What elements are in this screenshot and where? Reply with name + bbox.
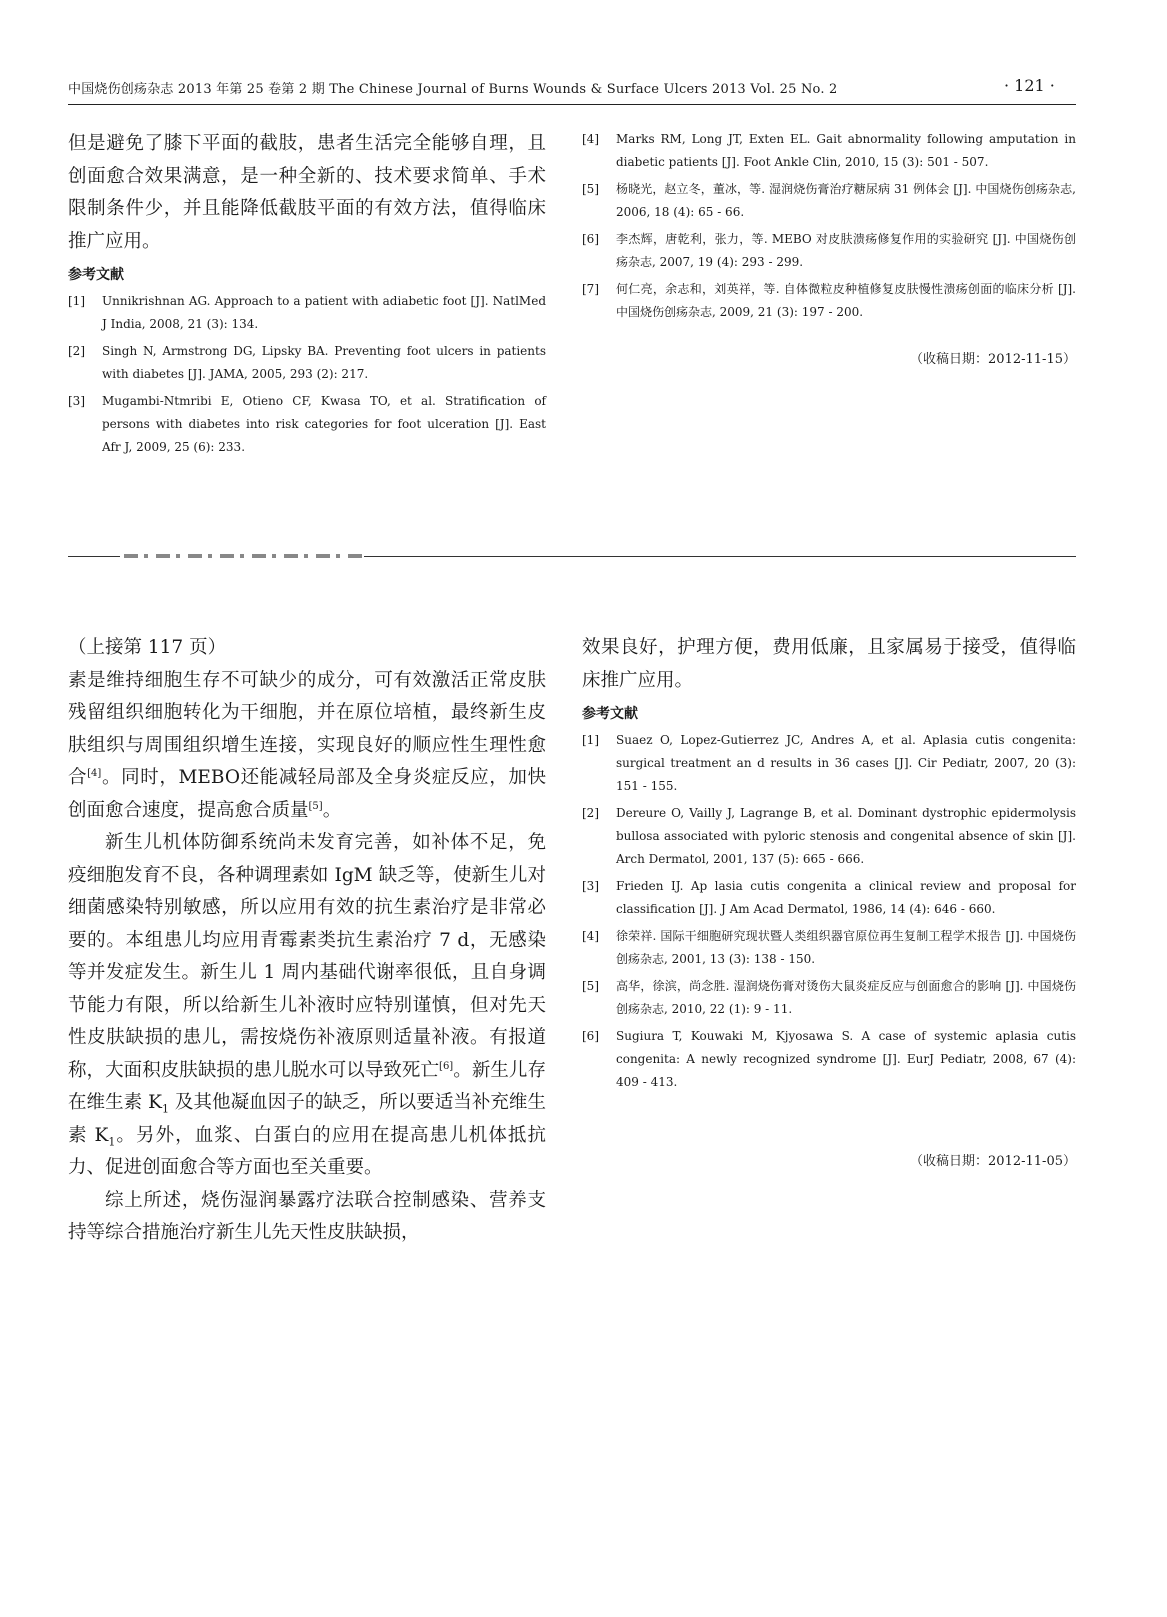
reference-number: [6] — [582, 232, 599, 246]
continued-note: （上接第 117 页） — [68, 637, 227, 658]
reference-number: [2] — [68, 344, 85, 358]
paragraph-1-text-b: 。同时，MEBO还能减轻局部及全身炎症反应，加快创面愈合速度，提高愈合质量 — [68, 767, 546, 821]
reference-item — [582, 925, 1076, 971]
reference-text: Unnikrishnan AG. Approach to a patient with adiabetic foot [J]. NatlMed J India, 2008, 21 (3): 134. — [102, 294, 546, 331]
reference-text: Sugiura T, Kouwaki M, Kjyosawa S. A case of systemic aplasia cutis congenita: A newly recognized syndrome [J]. EurJ Pediatr, 2008, 67 (4): 409 - 413. — [616, 1029, 1076, 1089]
paragraph-2-text-d: 。另外，血浆、白蛋白的应用在提高患儿机体抵抗力、促进创面愈合等方面也至关重要。 — [68, 1124, 546, 1178]
bottom-right-column — [582, 632, 1076, 1169]
subscript-1b: 1 — [108, 1135, 116, 1149]
reference-text: Mugambi-Ntmribi E, Otieno CF, Kwasa TO, et al. Stratification of persons with diabetes into risk categories for foot ulceration [J]. East Afr J, 2009, 25 (6): 233. — [102, 394, 546, 454]
reference-text: Marks RM, Long JT, Exten EL. Gait abnormality following amputation in diabetic patients [J]. Foot Ankle Clin, 2010, 15 (3): 501 - 507. — [616, 132, 1076, 169]
reference-text: 李杰辉，唐乾利，张力，等. MEBO 对皮肤溃疡修复作用的实验研究 [J]. 中国烧伤创疡杂志, 2007, 19 (4): 293 - 299. — [616, 232, 1076, 269]
reference-number: [6] — [582, 1029, 599, 1043]
reference-item — [582, 278, 1076, 324]
reference-text: Suaez O, Lopez-Gutierrez JC, Andres A, et al. Aplasia cutis congenita: surgical treatment an d results in 36 cases [J]. Cir Pediatr, 2007, 20 (3): 151 - 155. — [616, 733, 1076, 793]
bottom-right-paragraph — [582, 632, 1076, 697]
reference-number: [4] — [582, 132, 599, 146]
reference-item — [582, 178, 1076, 224]
reference-text: 高华，徐滨，尚念胜. 湿润烧伤膏对烫伤大鼠炎症反应与创面愈合的影响 [J]. 中国烧伤创疡杂志, 2010, 22 (1): 9 - 11. — [616, 979, 1076, 1016]
subscript-1: 1 — [161, 1102, 169, 1116]
reference-number: [5] — [582, 979, 599, 993]
running-header: 中国烧伤创疡杂志 2013 年第 25 卷第 2 期 The Chinese Journal of Burns Wounds & Surface Ulcers 2013 Vol. 25 No. 2 — [68, 82, 838, 97]
paragraph-3: 综上所述，烧伤湿润暴露疗法联合控制感染、营养支持等综合措施治疗新生儿先天性皮肤缺损， — [68, 1189, 546, 1243]
paragraph-text: 效果良好，护理方便，费用低廉，且家属易于接受，值得临床推广应用。 — [582, 637, 1076, 691]
reference-text: 杨晓光，赵立冬，董冰，等. 湿润烧伤膏治疗糖尿病 31 例体会 [J]. 中国烧伤创疡杂志, 2006, 18 (4): 65 - 66. — [616, 182, 1076, 219]
page-number: · 121 · — [1004, 76, 1055, 95]
reference-text: 何仁亮，余志和，刘英祥，等. 自体微粒皮种植修复皮肤慢性溃疡创面的临床分析 [J]. 中国烧伤创疡杂志, 2009, 21 (3): 197 - 200. — [616, 282, 1076, 319]
citation-5: [5] — [308, 800, 323, 812]
reference-item — [68, 390, 546, 459]
paragraph-2-text-a: 新生儿机体防御系统尚未发育完善，如补体不足，免疫细胞发育不良，各种调理素如 IgM 缺乏等，使新生儿对细菌感染特别敏感，所以应用有效的抗生素治疗是非常必要的。本组患儿均应用青霉素类抗生素治疗 7 d，无感染等并发症发生。新生儿 1 周内基础代谢率很低，且自身调节能力有限，所以给新生儿补液时应特别谨慎，但对先天性皮肤缺损的患儿，需按烧伤补液原则适量补液。有报道称，大面积皮肤缺损的患儿脱水可以导致死亡 — [68, 832, 546, 1081]
top-left-column — [68, 128, 546, 463]
references-list-top-left — [68, 290, 546, 459]
paragraph-2 — [68, 827, 546, 1185]
reference-item — [582, 975, 1076, 1021]
paragraph-2-text-b: 。新生儿存在维生素 K — [68, 1059, 546, 1113]
header-rule — [68, 104, 1076, 105]
reference-item — [582, 128, 1076, 174]
reference-number: [3] — [582, 879, 599, 893]
bottom-left-column — [68, 632, 546, 1250]
reference-item — [582, 875, 1076, 921]
paragraph-2-text-c: 及其他凝血因子的缺乏，所以要适当补充维生素 K — [68, 1092, 546, 1146]
paragraph-1-text-c: 。 — [322, 799, 342, 821]
separator-faded-text — [124, 554, 364, 558]
reference-number: [2] — [582, 806, 599, 820]
paragraph-text: 但是避免了膝下平面的截肢，患者生活完全能够自理，且创面愈合效果满意，是一种全新的、技术要求简单、手术限制条件少，并且能降低截肢平面的有效方法，值得临床推广应用。 — [68, 133, 546, 252]
reference-text: Dereure O, Vailly J, Lagrange B, et al. Dominant dystrophic epidermolysis bullosa associated with pyloric stenosis and congenital absence of skin [J]. Arch Dermatol, 2001, 137 (5): 665 - 666. — [616, 806, 1076, 866]
reference-item — [582, 802, 1076, 871]
citation-4: [4] — [87, 767, 102, 779]
reference-text: 徐荣祥. 国际干细胞研究现状暨人类组织器官原位再生复制工程学术报告 [J]. 中国烧伤创疡杂志, 2001, 13 (3): 138 - 150. — [616, 929, 1076, 966]
reference-number: [1] — [68, 294, 85, 308]
reference-number: [3] — [68, 394, 85, 408]
separator-rule-right — [364, 556, 1076, 557]
reference-item — [68, 290, 546, 336]
paragraph-1 — [68, 665, 546, 828]
reference-number: [5] — [582, 182, 599, 196]
references-list-bottom — [582, 729, 1076, 1094]
reference-item — [582, 1025, 1076, 1094]
received-date-bottom: （收稿日期：2012-11-05） — [910, 1154, 1076, 1169]
references-list-top-right — [582, 128, 1076, 324]
top-right-column — [582, 128, 1076, 367]
reference-number: [1] — [582, 733, 599, 747]
references-title: 参考文献 — [68, 267, 124, 283]
reference-item — [582, 228, 1076, 274]
reference-number: [4] — [582, 929, 599, 943]
reference-item — [582, 729, 1076, 798]
references-title: 参考文献 — [582, 706, 638, 722]
separator-rule-left — [68, 556, 120, 557]
reference-text: Frieden IJ. Ap lasia cutis congenita a clinical review and proposal for classification [J]. J Am Acad Dermatol, 1986, 14 (4): 646 - 660. — [616, 879, 1076, 916]
paragraph-1-text-a: 素是维持细胞生存不可缺少的成分，可有效激活正常皮肤残留组织细胞转化为干细胞，并在原位培植，最终新生皮肤组织与周围组织增生连接，实现良好的顺应性生理性愈合 — [68, 669, 546, 788]
reference-text: Singh N, Armstrong DG, Lipsky BA. Preventing foot ulcers in patients with diabetes [J]. JAMA, 2005, 293 (2): 217. — [102, 344, 546, 381]
reference-item — [68, 340, 546, 386]
citation-6: [6] — [439, 1060, 454, 1072]
received-date-top: （收稿日期：2012-11-15） — [910, 352, 1076, 367]
top-left-paragraph — [68, 128, 546, 258]
reference-number: [7] — [582, 282, 599, 296]
